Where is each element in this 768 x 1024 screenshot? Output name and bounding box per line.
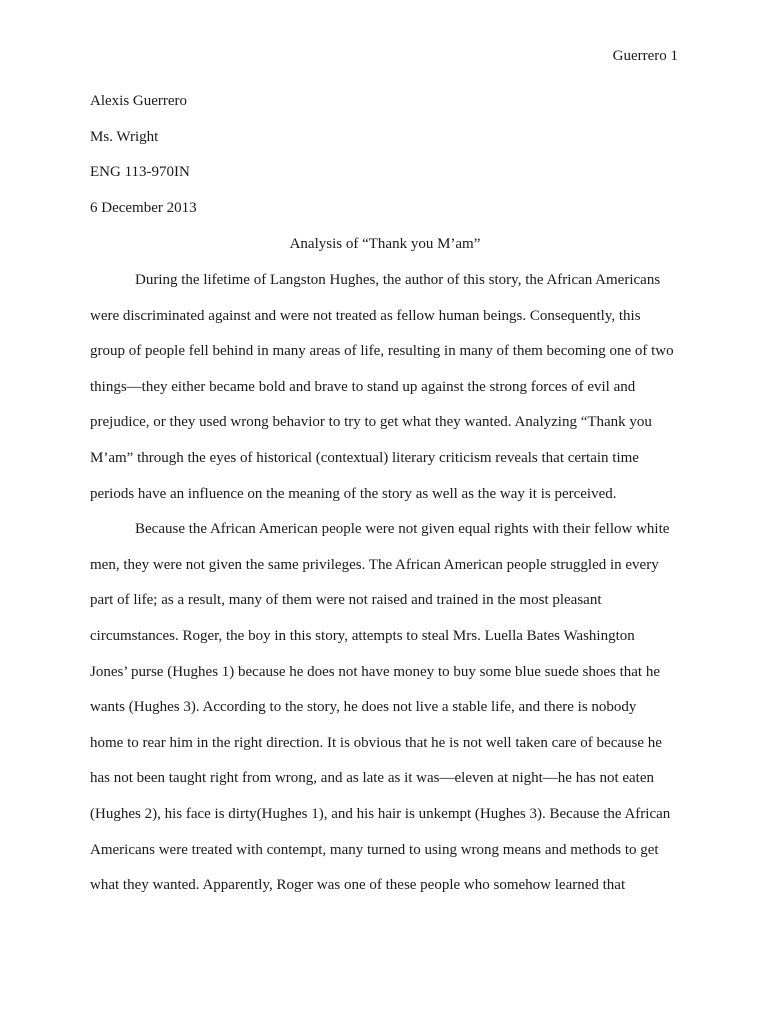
body-line: (Hughes 2), his face is dirty(Hughes 1), and his hair is unkempt (Hughes 3). Because the African — [90, 805, 671, 822]
body-line: home to rear him in the right direction. It is obvious that he is not well taken care of because he — [90, 734, 662, 751]
running-head: Guerrero 1 — [612, 48, 678, 64]
body-line: circumstances. Roger, the boy in this story, attempts to steal Mrs. Luella Bates Washington — [90, 627, 635, 644]
body-line: wants (Hughes 3). According to the story, he does not live a stable life, and there is nobody — [90, 699, 637, 716]
body-line: men, they were not given the same privileges. The African American people struggled in every — [90, 556, 659, 573]
essay-body — [90, 271, 680, 912]
body-line: things—they either became bold and brave to stand up against the strong forces of evil and — [90, 378, 636, 395]
essay-date: 6 December 2013 — [90, 199, 197, 216]
instructor-name: Ms. Wright — [90, 128, 159, 145]
paragraph-first-line: Because the African American people were not given equal rights with their fellow white — [135, 521, 670, 538]
body-line: part of life; as a result, many of them were not raised and trained in the most pleasant — [90, 592, 602, 609]
course-code: ENG 113-970IN — [90, 164, 190, 181]
body-line: prejudice, or they used wrong behavior to try to get what they wanted. Analyzing “Thank you — [90, 414, 652, 431]
body-line: M’am” through the eyes of historical (contextual) literary criticism reveals that certain time — [90, 449, 639, 466]
body-line: Jones’ purse (Hughes 1) because he does not have money to buy some blue suede shoes that he — [90, 663, 660, 680]
mla-header — [90, 92, 680, 234]
body-line: were discriminated against and were not treated as fellow human beings. Consequently, this — [90, 307, 641, 324]
body-line: group of people fell behind in many areas of life, resulting in many of them becoming one of two — [90, 343, 674, 360]
body-line: Americans were treated with contempt, many turned to using wrong means and methods to get — [90, 841, 659, 858]
body-line: has not been taught right from wrong, and as late as it was—eleven at night—he has not eaten — [90, 770, 655, 787]
body-line: what they wanted. Apparently, Roger was one of these people who somehow learned that — [90, 877, 626, 894]
paragraph-first-line: During the lifetime of Langston Hughes, the author of this story, the African Americans — [135, 272, 661, 288]
author-name: Alexis Guerrero — [90, 93, 188, 109]
essay-title: Analysis of “Thank you M’am” — [289, 236, 481, 252]
body-line: periods have an influence on the meaning of the story as well as the way it is perceived. — [90, 485, 617, 502]
